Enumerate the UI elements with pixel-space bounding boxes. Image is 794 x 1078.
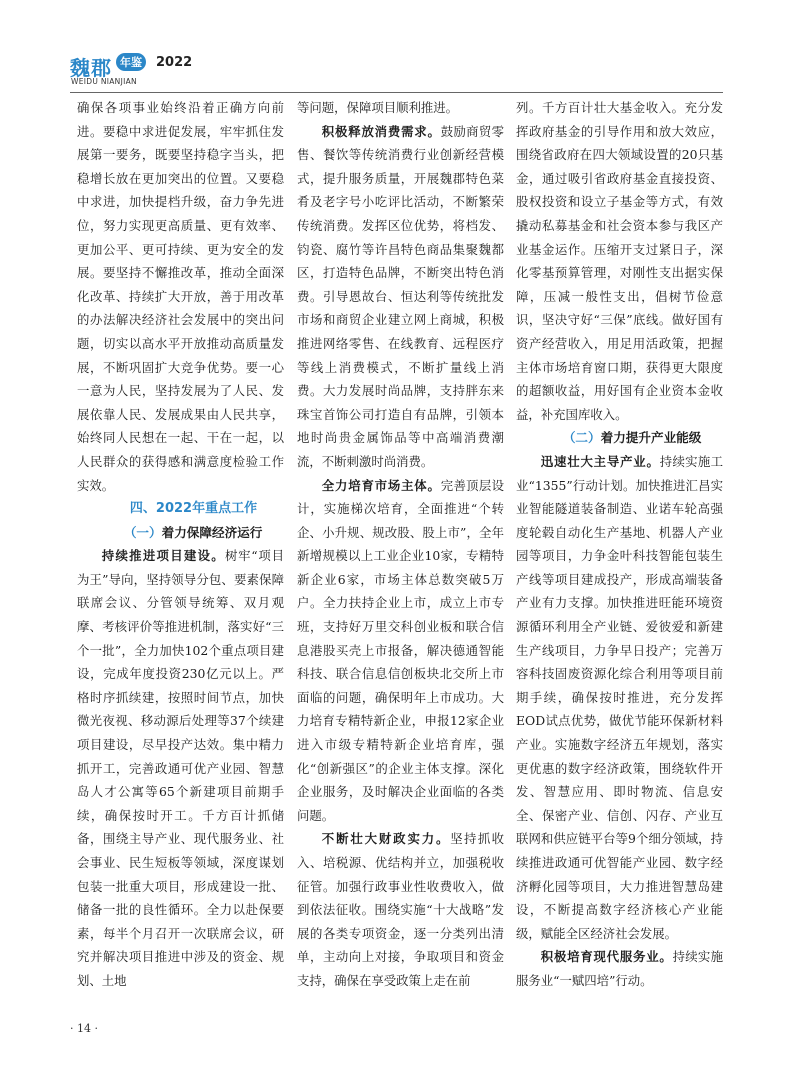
sub-heading-number: （二） [562,430,601,446]
paragraph: 等问题，保障项目顺利推进。 [297,100,459,115]
text-column-1 [77,96,284,993]
paragraph-lead: 持续推进项目建设。 [101,548,225,564]
paragraph-body: 持续实施服务业“一赋四培”行动。 [516,949,724,988]
paragraph-body: 完善顶层设计，实施梯次培育，全面推进“个转企、小升规、规改股、股上市”，全年新增规模以上工业企业10家，专精特新企业6家，市场主体总数突破5万户。全力扶持企业上市，成立上市专班，支持好万里交科创业板和联合信息港股买壳上市报备，解决德通智能科技、联合信息信创板块北交所上市面临的问题，确保明年上市成功。大力培育专精特新企业，申报12家企业进入市级专精特新企业培育库，强化“创新强区”的企业主体支撑。深化企业服务，及时解决企业面临的各类问题。 [297,477,505,823]
paragraph-body: 坚持抓收入、培税源、优结构并立，加强税收征管。加强行政事业性收费收入，做到依法征收。围绕实施“十大战略”发展的各类专项资金，逐一分类列出清单，主动向上对接，争取项目和资金支持，确保在享受政策上走在前 [297,831,505,988]
paragraph-body: 鼓励商贸零售、餐饮等传统消费行业创新经营模式，提升服务质量，开展魏郡特色菜肴及老字号小吃评比活动，不断繁荣传统消费。发挥区位优势，将档发、钧瓷、腐竹等许昌特色商品集聚魏都区，打造特色品牌，不断突出特色消费。引导恩故台、恒达利等传统批发市场和商贸企业建立网上商城，积极推进网络零售、在线教育、远程医疗等线上消费模式，不断扩量线上消费。大力发展时尚品牌，支持胖东来珠宝首饰公司打造自有品牌，引领本地时尚贵金属饰品等中高端消费潮流，不断刺激时尚消费。 [297,123,505,469]
page-number: · 14 · [70,1022,98,1035]
masthead-badge: 年鉴 [116,53,146,71]
masthead-year: 2022 [156,55,193,70]
paragraph-lead: 全力培育市场主体。 [321,477,441,493]
paragraph [297,120,504,474]
header-rule [70,92,723,93]
paragraph [297,827,504,992]
paragraph-lead: 不断壮大财政实力。 [321,831,451,847]
sub-heading [77,521,284,545]
sub-heading-text: 着力提升产业能级 [600,430,702,446]
paragraph [516,945,723,992]
sub-heading-text: 着力保障经济运行 [161,524,263,540]
text-column-2 [297,96,504,993]
text-column-3 [516,96,723,993]
masthead-title: 魏郡 [70,56,112,80]
paragraph [297,474,504,828]
paragraph: 列。千方百计壮大基金收入。充分发挥政府基金的引导作用和放大效应，围绕省政府在四大领域设置的20只基金，通过吸引省政府基金直接投资、股权投资和设立子基金等方式，有效撬动私募基金和社会资本参与我区产业基金运作。压缩开支过紧日子，深化零基预算管理，对刚性支出据实保障，压减一般性支出，倡树节俭意识，坚决守好“三保”底线。做好国有资产经营收入，用足用活政策，把握主体市场培育窗口期，获得更大限度的超额收益，用好国有企业资本金收益，补充国库收入。 [516,100,723,422]
sub-heading [516,426,723,450]
paragraph-lead: 积极培育现代服务业。 [540,949,673,965]
masthead-subtitle: WEIDU NIANJIAN [71,77,137,86]
paragraph [77,544,284,992]
sub-heading-number: （一） [123,524,162,540]
paragraph: 确保各项事业始终沿着正确方向前进。要稳中求进促发展，牢牢抓住发展第一要务，既要坚持稳字当头，把稳增长放在更加突出的位置。又要稳中求进，加快提档升级，奋力争先进位，努力实现更高质量、更有效率、更加公平、更可持续、更为安全的发展。要坚持不懈推改革，推动全面深化改革、持续扩大开放，善于用改革的办法解决经济社会发展中的突出问题，切实以高水平开放推动高质量发展，不断巩固扩大竞争优势。要一心一意为人民，坚持发展为了人民、发展依靠人民、发展成果由人民共享，始终同人民想在一起、干在一起，以人民群众的获得感和满意度检验工作实效。 [77,100,284,493]
paragraph-body: 持续实施工业“1355”行动计划。加快推进汇昌实业智能隧道装备制造、业诺车轮高强度轮毂自动化生产基地、机器人产业园等项目，力争金叶科技智能包装生产线等项目建成投产，形成高端装备产业有力支撑。加快推进旺能环境资源循环利用全产业链、爱彼爱和新建生产线项目，力争早日投产；完善万容科技固废资源化综合利用等项目前期手续，确保按时推进，充分发挥EOD试点优势，做优节能环保新材料产业。实施数字经济五年规划，落实更优惠的数字经济政策，围绕软件开发、智慧应用、即时物流、信息安全、保密产业、信创、闪存、产业互联网和供应链平台等9个细分领域，持续推进政通可优智能产业园、数字经济孵化园等项目，大力推进智慧岛建设，不断提高数字经济核心产业能级，赋能全区经济社会发展。 [516,453,724,941]
paragraph-body: 树牢“项目为王”导向，坚持领导分包、要素保障联席会议、分管领导统筹、双月观摩、考核评价等推进机制，落实好“三个一批”，全力加快102个重点项目建设，完成年度投资230亿元以上。严格时序抓续建，按照时间节点，加快微光夜视、移动源后处理等37个续建项目建设，尽早投产达效。集中精力抓开工，完善政通可优产业园、智慧岛人才公寓等65个新建项目前期手续，确保按时开工。千方百计抓储备，围绕主导产业、现代服务业、社会事业、民生短板等领域，深度谋划包装一批重大项目，形成建设一批、储备一批的良性循环。全力以赴保要素，每半个月召开一次联席会议，研究并解决项目推进中涉及的资金、规划、土地 [77,548,284,988]
masthead [70,52,230,92]
paragraph-lead: 积极释放消费需求。 [321,123,441,139]
section-heading: 四、2022年重点工作 [129,501,258,517]
paragraph [516,450,723,945]
paragraph-lead: 迅速壮大主导产业。 [540,453,660,469]
